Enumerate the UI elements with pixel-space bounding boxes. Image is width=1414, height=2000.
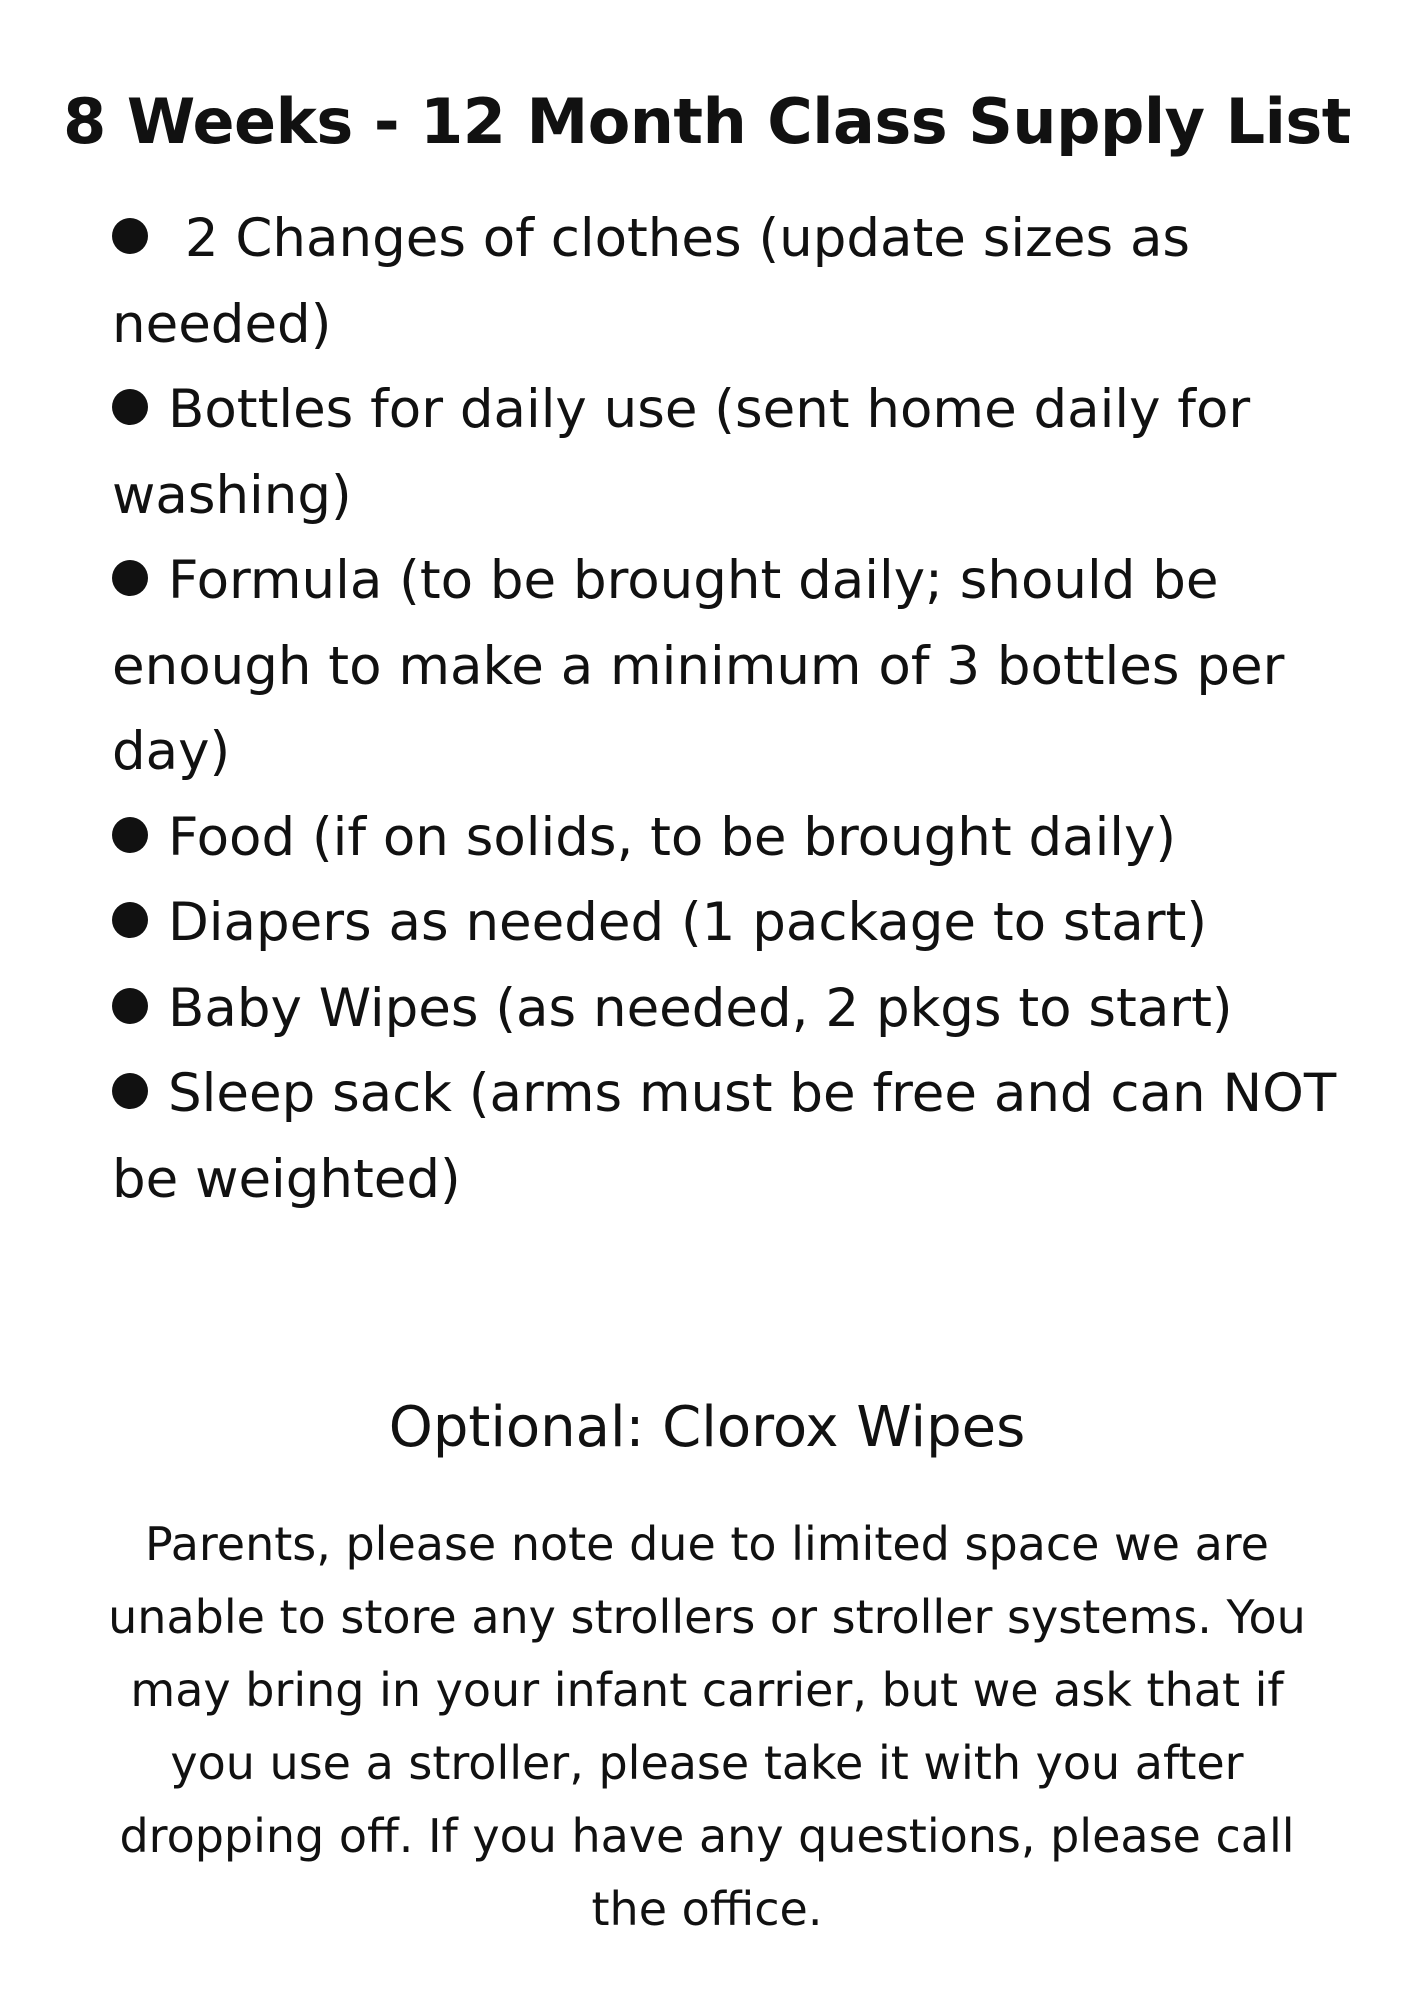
list-item-text: Formula (to be brought daily; should be enough to make a minimum of 3 bottles per day) — [112, 550, 1285, 782]
list-item-text: Food (if on solids, to be brought daily) — [168, 806, 1177, 868]
list-item-text: Bottles for daily use (sent home daily for washing) — [112, 379, 1251, 526]
bullet-icon — [112, 1073, 148, 1109]
list-item-text: Baby Wipes (as needed, 2 pkgs to start) — [168, 977, 1233, 1039]
list-item-text: 2 Changes of clothes (update sizes as needed) — [112, 208, 1191, 355]
list-item-text: Sleep sack (arms must be free and can NOT be weighted) — [112, 1063, 1337, 1210]
list-item — [112, 196, 1342, 367]
list-item — [112, 367, 1342, 538]
list-item — [112, 795, 1342, 881]
optional-supplies: Optional: Clorox Wipes — [388, 1395, 1026, 1460]
list-item-text: Diapers as needed (1 package to start) — [168, 892, 1208, 953]
list-item — [112, 966, 1342, 1052]
bullet-icon — [112, 218, 148, 254]
supply-list — [112, 196, 1342, 1222]
bullet-icon — [112, 902, 148, 938]
bullet-icon — [112, 389, 148, 425]
bullet-icon — [112, 817, 148, 853]
list-item — [112, 538, 1342, 795]
bullet-icon — [112, 560, 148, 596]
page-title: 8 Weeks - 12 Month Class Supply List — [63, 85, 1351, 158]
list-item — [112, 880, 1342, 966]
parent-note: Parents, please note due to limited space we are unable to store any strollers or stroller systems. You may bring in your infant carrier, but we ask that if you use a stroller, please take it with you after dropping off. If you have any questions, please call the office. — [108, 1517, 1306, 1936]
bullet-icon — [112, 988, 148, 1024]
list-item — [112, 1051, 1342, 1222]
